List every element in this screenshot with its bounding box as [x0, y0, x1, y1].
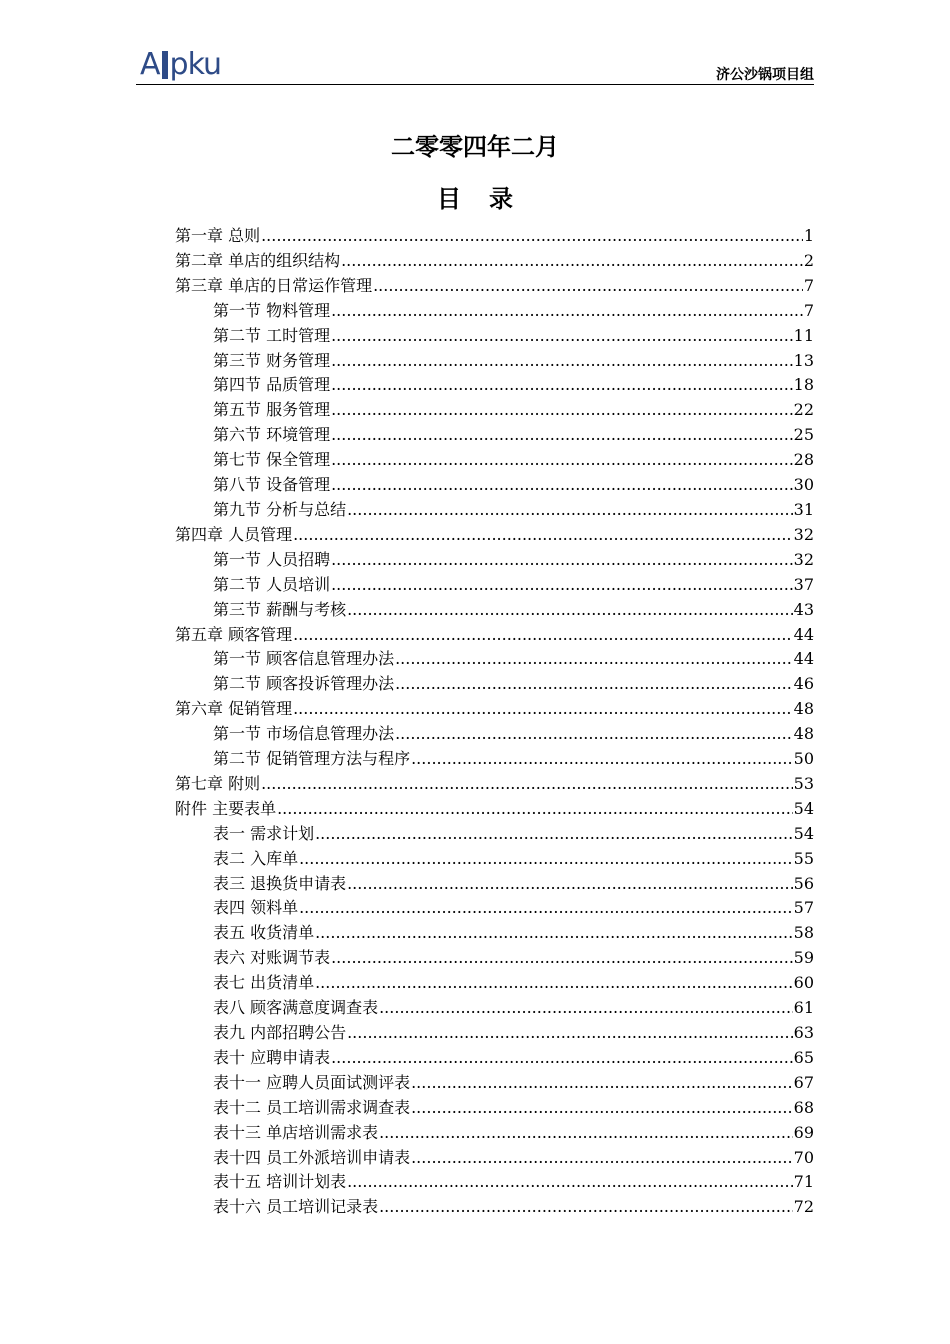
toc-dot-leader: [341, 249, 803, 274]
toc-entry-page: 32: [793, 549, 814, 569]
toc-dot-leader: [411, 747, 793, 772]
toc-dot-leader: [331, 448, 793, 473]
toc-entry-page: 48: [793, 699, 814, 719]
toc-entry[interactable]: [175, 747, 814, 772]
toc-entry[interactable]: [175, 1121, 814, 1146]
toc-entry-page: 2: [803, 250, 814, 270]
toc-entry-label: 表十五 培训计划表: [213, 1172, 347, 1192]
toc-entry[interactable]: [175, 473, 814, 498]
toc-entry-label: 表三 退换货申请表: [213, 873, 347, 893]
toc-entry[interactable]: [175, 722, 814, 747]
toc-entry[interactable]: [175, 1046, 814, 1071]
toc-entry[interactable]: [175, 1071, 814, 1096]
toc-entry-label: 第六章 促销管理: [175, 699, 293, 719]
toc-entry-label: 表十 应聘申请表: [213, 1047, 331, 1067]
toc-entry-page: 61: [793, 998, 814, 1018]
toc-entry-label: 第九节 分析与总结: [213, 499, 347, 519]
toc-entry-page: 53: [793, 773, 814, 793]
toc-dot-leader: [373, 274, 803, 299]
logo-bar: [162, 51, 168, 79]
toc-entry[interactable]: [175, 598, 814, 623]
toc-entry-page: 58: [793, 923, 814, 943]
toc-entry-page: 28: [793, 450, 814, 470]
toc-entry-page: 68: [793, 1097, 814, 1117]
toc-entry-page: 25: [793, 425, 814, 445]
toc-entry[interactable]: [175, 448, 814, 473]
toc-entry[interactable]: [175, 299, 814, 324]
toc-dot-leader: [293, 697, 793, 722]
toc-entry-label: 第一节 人员招聘: [213, 549, 331, 569]
toc-entry[interactable]: [175, 1195, 814, 1220]
toc-entry-page: 32: [793, 524, 814, 544]
toc-entry-label: 表四 领料单: [213, 898, 299, 918]
toc-entry-label: 第四章 人员管理: [175, 524, 293, 544]
logo-text-a: A: [140, 47, 160, 82]
toc-entry-label: 表十四 员工外派培训申请表: [213, 1147, 411, 1167]
toc-entry[interactable]: [175, 946, 814, 971]
toc-dot-leader: [315, 822, 793, 847]
toc-dot-leader: [331, 946, 793, 971]
toc-entry-page: 69: [793, 1122, 814, 1142]
toc-entry[interactable]: [175, 224, 814, 249]
toc-entry[interactable]: [175, 1146, 814, 1171]
toc-dot-leader: [331, 1046, 793, 1071]
toc-entry-page: 48: [793, 724, 814, 744]
toc-entry-page: 50: [793, 749, 814, 769]
toc-entry-label: 第一节 市场信息管理办法: [213, 724, 395, 744]
toc-entry-label: 表十二 员工培训需求调查表: [213, 1097, 411, 1117]
toc-entry[interactable]: [175, 697, 814, 722]
company-logo: [140, 46, 221, 80]
toc-dot-leader: [331, 349, 793, 374]
toc-dot-leader: [299, 847, 793, 872]
toc-entry[interactable]: [175, 623, 814, 648]
toc-entry[interactable]: [175, 797, 814, 822]
page-header: [136, 40, 814, 84]
toc-entry-page: 59: [793, 948, 814, 968]
toc-entry-page: 18: [793, 375, 814, 395]
toc-entry-label: 第六节 环境管理: [213, 425, 331, 445]
toc-entry-label: 第二节 促销管理方法与程序: [213, 749, 411, 769]
toc-dot-leader: [331, 398, 793, 423]
toc-dot-leader: [347, 598, 793, 623]
toc-entry-page: 31: [793, 499, 814, 519]
toc-entry[interactable]: [175, 324, 814, 349]
header-org-name: 济公沙锅项目组: [716, 67, 814, 83]
toc-entry-label: 第五章 顾客管理: [175, 624, 293, 644]
toc-dot-leader: [315, 971, 793, 996]
toc-dot-leader: [411, 1146, 793, 1171]
toc-dot-leader: [395, 647, 793, 672]
toc-dot-leader: [395, 722, 793, 747]
toc-dot-leader: [411, 1096, 793, 1121]
toc-entry-label: 表七 出货清单: [213, 973, 315, 993]
date-title: 二零零四年二月: [391, 132, 559, 161]
toc-title: 目录: [437, 184, 541, 213]
toc-entry-label: 表六 对账调节表: [213, 948, 331, 968]
toc-entry-label: 表十三 单店培训需求表: [213, 1122, 379, 1142]
toc-entry[interactable]: [175, 996, 814, 1021]
toc-entry[interactable]: [175, 672, 814, 697]
toc-dot-leader: [331, 373, 793, 398]
toc-dot-leader: [347, 1170, 793, 1195]
toc-entry-label: 第二节 人员培训: [213, 574, 331, 594]
toc-dot-leader: [331, 548, 793, 573]
toc-entry[interactable]: [175, 398, 814, 423]
toc-entry-label: 第三节 薪酬与考核: [213, 599, 347, 619]
logo-text-b: pku: [169, 47, 222, 82]
toc-dot-leader: [331, 299, 803, 324]
toc-entry-page: 70: [793, 1147, 814, 1167]
toc-entry[interactable]: [175, 822, 814, 847]
toc-dot-leader: [261, 772, 793, 797]
toc-entry-page: 54: [793, 798, 814, 818]
toc-entry[interactable]: [175, 423, 814, 448]
toc-entry[interactable]: [175, 847, 814, 872]
toc-entry-label: 第一节 物料管理: [213, 300, 331, 320]
toc-entry-page: 56: [793, 873, 814, 893]
toc-entry-page: 71: [793, 1172, 814, 1192]
toc-entry-label: 第三章 单店的日常运作管理: [175, 275, 373, 295]
header-divider: [136, 84, 814, 85]
toc-entry-label: 表五 收货清单: [213, 923, 315, 943]
toc-entry-page: 44: [793, 624, 814, 644]
toc-entry-page: 43: [793, 599, 814, 619]
toc-entry-label: 表十一 应聘人员面试测评表: [213, 1072, 411, 1092]
toc-entry-label: 表十六 员工培训记录表: [213, 1197, 379, 1217]
toc-entry[interactable]: [175, 349, 814, 374]
toc-entry-page: 55: [793, 848, 814, 868]
toc-entry-label: 第四节 品质管理: [213, 375, 331, 395]
toc-dot-leader: [331, 573, 793, 598]
toc-entry-page: 7: [803, 275, 814, 295]
toc-dot-leader: [277, 797, 793, 822]
toc-entry[interactable]: [175, 523, 814, 548]
toc-entry[interactable]: [175, 573, 814, 598]
toc-entry-label: 表一 需求计划: [213, 823, 315, 843]
toc-dot-leader: [293, 623, 793, 648]
toc-entry[interactable]: [175, 274, 814, 299]
toc-dot-leader: [331, 324, 793, 349]
toc-entry-label: 第一章 总则: [175, 226, 261, 245]
toc-entry-page: 44: [793, 649, 814, 669]
toc-entry-page: 30: [793, 475, 814, 495]
toc-dot-leader: [395, 672, 793, 697]
toc-entry[interactable]: [175, 772, 814, 797]
toc-entry-label: 第八节 设备管理: [213, 475, 331, 495]
toc-dot-leader: [379, 1195, 793, 1220]
toc-entry-label: 第二节 工时管理: [213, 325, 331, 345]
toc-dot-leader: [315, 921, 793, 946]
toc-entry-page: 1: [803, 226, 814, 245]
toc-entry-label: 附件 主要表单: [175, 798, 277, 818]
toc-entry-page: 7: [803, 300, 814, 320]
toc-entry-label: 第二节 顾客投诉管理办法: [213, 674, 395, 694]
toc-entry-label: 表八 顾客满意度调查表: [213, 998, 379, 1018]
toc-entry-page: 67: [793, 1072, 814, 1092]
toc-entry-label: 表九 内部招聘公告: [213, 1023, 347, 1042]
toc-entry[interactable]: [175, 1096, 814, 1121]
toc-entry-label: 第一节 顾客信息管理办法: [213, 649, 395, 669]
toc-entry[interactable]: [175, 872, 814, 897]
toc-entry-page: 72: [793, 1197, 814, 1217]
table-of-contents: [175, 224, 814, 1220]
toc-dot-leader: [331, 473, 793, 498]
toc-entry[interactable]: [175, 896, 814, 921]
toc-entry-page: 60: [793, 973, 814, 993]
toc-entry-label: 第二章 单店的组织结构: [175, 250, 341, 270]
toc-entry-label: 第三节 财务管理: [213, 350, 331, 370]
toc-entry[interactable]: [175, 1170, 814, 1195]
toc-dot-leader: [379, 996, 793, 1021]
toc-entry-page: 11: [793, 325, 814, 345]
toc-entry[interactable]: [175, 249, 814, 274]
toc-entry-page: 57: [793, 898, 814, 918]
toc-entry-page: 65: [793, 1047, 814, 1067]
toc-entry[interactable]: [175, 971, 814, 996]
toc-entry-page: 13: [793, 350, 814, 370]
toc-dot-leader: [347, 872, 793, 897]
toc-entry-label: 表二 入库单: [213, 848, 299, 868]
toc-entry[interactable]: [175, 548, 814, 573]
toc-entry-page: 46: [793, 674, 814, 694]
toc-dot-leader: [379, 1121, 793, 1146]
toc-dot-leader: [293, 523, 793, 548]
toc-dot-leader: [347, 498, 793, 523]
toc-entry-page: 22: [793, 400, 814, 420]
toc-entry-label: 第七节 保全管理: [213, 450, 331, 470]
toc-entry[interactable]: [175, 373, 814, 398]
toc-dot-leader: [261, 224, 803, 249]
toc-dot-leader: [347, 1021, 793, 1046]
toc-entry-page: 54: [793, 823, 814, 843]
toc-entry-page: 37: [793, 574, 814, 594]
toc-entry[interactable]: [175, 647, 814, 672]
toc-dot-leader: [411, 1071, 793, 1096]
toc-dot-leader: [299, 896, 793, 921]
toc-dot-leader: [331, 423, 793, 448]
toc-entry-label: 第五节 服务管理: [213, 400, 331, 420]
toc-entry[interactable]: [175, 1021, 814, 1046]
toc-entry[interactable]: [175, 921, 814, 946]
toc-entry[interactable]: [175, 498, 814, 523]
toc-entry-label: 第七章 附则: [175, 773, 261, 793]
toc-entry-page: 63: [793, 1023, 814, 1042]
